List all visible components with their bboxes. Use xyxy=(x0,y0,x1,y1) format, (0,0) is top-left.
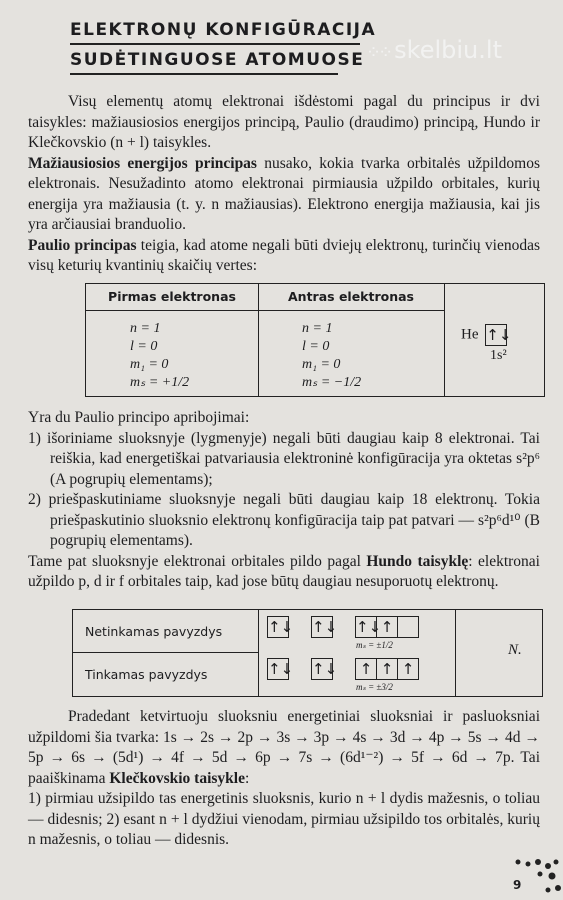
orbital-box: ↑↓ xyxy=(312,618,338,636)
helium-config: 1s² xyxy=(490,348,507,363)
value-ms: mₛ = −1/2 xyxy=(302,375,362,390)
first-electron-values xyxy=(86,311,258,392)
text-hund-b: : elektronai užpildo p, d ir f orbitales taip, kad jose būtų daugiau nesuporuotų elektronų. xyxy=(28,552,540,590)
paragraph-min-energy xyxy=(28,154,540,236)
paragraph-intro: Visų elementų atomų elektronai išdėstomi pagal du principus ir dvi taisykles: mažiausiosios energijos principą, Paulio (draudimo) principą, Hundo ir Klečkovskio (n + l) taisykles. xyxy=(28,93,540,151)
paragraph-rules: 1) pirmiau užsipildo tas energetinis sluoksnis, kurio n + l dydis mažesnis, o toliau — didesnis; 2) esant n + l dydžiui vienodam, pirmiau užsipildo tos orbitalės, kurių n mažesnis, o toliau — didesnis. xyxy=(28,790,540,848)
term-klechkovsky: Klečkovskio taisykle xyxy=(109,769,245,787)
hund-table xyxy=(72,609,543,697)
value-n: n = 1 xyxy=(130,321,161,336)
paragraph-limits: Yra du Paulio principo apribojimai: xyxy=(28,409,250,426)
value-ml: m₁ = 0 xyxy=(130,357,169,372)
orbital-diagrams xyxy=(259,610,456,696)
orbital-box: ↑↓ xyxy=(268,618,294,636)
second-electron-column xyxy=(258,284,445,396)
value-ms: mₛ = +1/2 xyxy=(130,375,190,390)
value-n: n = 1 xyxy=(302,321,333,336)
first-electron-header: Pirmas elektronas xyxy=(86,284,258,311)
helium-label: He xyxy=(461,326,479,343)
title-line-1: ELEKTRONŲ KONFIGŪRACIJA xyxy=(70,20,377,40)
text-order-a: Pradedant ketvirtuoju sluoksniu energetiniai sluoksniai ir pasluoksniai užpildomi šia tvarka: 1s → 2s → 2p → 3s → 3p → 4s → 3d → 4p → 5s → 4d → 5p → 6s → (5d¹) → 4f → 5d → 6p → 7s → (6d¹⁻²) → 5f → 6d → 7p. Tai paaiškinama xyxy=(28,708,540,787)
intro-block xyxy=(28,92,540,277)
value-l: l = 0 xyxy=(130,339,158,354)
orbital-box: ↑ xyxy=(397,658,419,680)
text-order-b: : xyxy=(245,769,250,787)
ms-label: mₛ = ±3/2 xyxy=(356,682,393,692)
value-l: l = 0 xyxy=(302,339,330,354)
orbital-box: ↑↓ xyxy=(356,618,382,636)
limit-2: 2) priešpaskutiniame sluoksnyje negali būti daugiau kaip 18 elektronų. Tokia priešpaskutinio sluoksnio elektronų konfigūracija taip pat patvari — s²p⁶d¹⁰ (B pogrupių elementams). xyxy=(28,491,540,549)
ms-label: mₛ = ±1/2 xyxy=(356,640,393,650)
first-electron-column xyxy=(86,284,259,396)
orbital-box: ↑↓ xyxy=(268,660,294,678)
title-rule-2 xyxy=(70,73,338,75)
title-rule-1 xyxy=(70,43,360,45)
term-pauli: Paulio principas xyxy=(28,236,137,254)
element-label: N. xyxy=(508,642,522,658)
second-electron-values xyxy=(258,311,444,392)
pauli-limits-block xyxy=(28,408,540,593)
orbital-box xyxy=(397,616,419,638)
orbital-box: ↑ xyxy=(376,658,398,680)
orbital-box: ↑↓ xyxy=(312,660,338,678)
text-pauli: teigia, kad atome negali būti dviejų elektronų, turinčių vienodas visų keturių kvantinių skaičių vertes: xyxy=(28,236,541,274)
watermark-dots-icon: ⁘⁘ xyxy=(366,42,391,63)
klechkovsky-block xyxy=(28,707,540,851)
pauli-table xyxy=(85,283,545,397)
orbital-box: ↑ xyxy=(376,616,398,638)
watermark-text: skelbiu.lt xyxy=(394,36,502,64)
paragraph-pauli xyxy=(28,236,540,277)
second-electron-header: Antras elektronas xyxy=(258,284,444,311)
term-min-energy: Mažiausiosios energijos principas xyxy=(28,154,257,172)
orbital-box: ↑ xyxy=(355,658,377,680)
value-ml: m₁ = 0 xyxy=(302,357,341,372)
paragraph-order xyxy=(28,707,540,789)
text-hund-a: Tame pat sluoksnyje elektronai orbitales pildo pagal xyxy=(28,552,367,570)
good-example-label: Tinkamas pavyzdys xyxy=(73,653,259,696)
bad-example-label: Netinkamas pavyzdys xyxy=(73,610,259,653)
title-line-2: SUDĖTINGUOSE ATOMUOSE xyxy=(70,50,365,70)
text-min-energy: nusako, kokia tvarka orbitalės užpildomos elektronais. Nesužadinto atomo elektronai pirmiausia užpildo orbitales, kurių energija yra mažiausia (t. y. n mažiausias). Elektrono energija mažiausia, kai jis yra arčiausiai branduolio. xyxy=(28,154,540,233)
orbital-box: ↑↓ xyxy=(486,326,512,344)
page-number: 9 xyxy=(513,878,522,892)
watermark xyxy=(366,36,502,64)
paragraph-hund xyxy=(28,552,540,593)
limit-1: 1) išoriniame sluoksnyje (lygmenyje) negali būti daugiau kaip 8 elektronai. Tai reiškia, kad energetiškai patvariausia elektroninė konfigūracija yra oktetas s²p⁶ (A pogrupių elementams); xyxy=(28,429,540,488)
term-hund: Hundo taisyklę xyxy=(366,552,469,570)
helium-example xyxy=(461,324,512,346)
